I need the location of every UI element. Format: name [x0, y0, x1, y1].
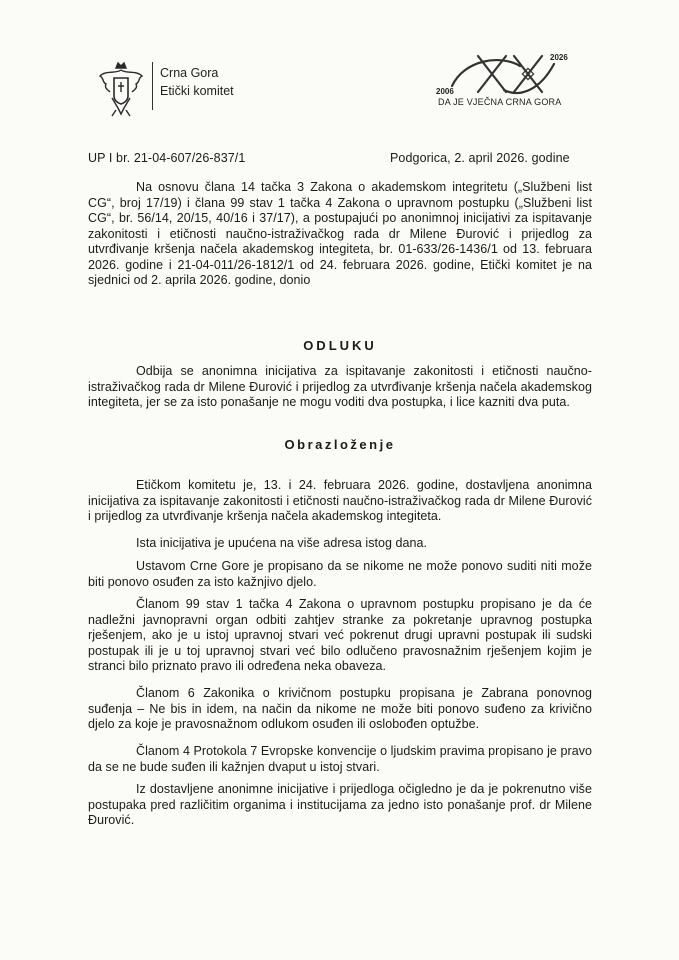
emblem-year-start: 2006 — [436, 87, 454, 96]
reasoning-paragraph: Iz dostavljene anonimne inicijative i prijedloga očigledno je da je pokrenutno više postupaka pred različitim organima i institucijama za jedno isto ponašanje prof. dr Milene Đurović. — [88, 782, 592, 827]
institution-name: Etički komitet — [160, 84, 234, 98]
decision-title: ODLUKU — [303, 338, 377, 353]
reference-number: UP I br. 21-04-607/26-837/1 — [88, 151, 246, 165]
emblem-motto: DA JE VJEČNA CRNA GORA — [438, 97, 562, 107]
coat-of-arms-icon — [96, 60, 146, 120]
country-name: Crna Gora — [160, 66, 219, 80]
intro-paragraph: Na osnovu člana 14 tačka 3 Zakona o akademskom integritetu („Službeni list CG“, broj 17/19) i člana 99 stav 1 tačka 4 Zakona o upravnom postupku („Službeni list CG“, br. 56/14, 20/15, 40/16 i 37/17), a postupajući po anonimnoj inicijativi za ispitavanje zakonitosti i etičnosti naučno-istraživačkog rada dr Milene Đurović i prijedlog za utvrđivanje kršenja načela akademskog integiteta, br. 01-633/26-1436/1 od 13. februara 2026. godine i 21-04-011/26-1812/1 od 24. februara 2026. godine, Etički komitet je na sjednici od 2. aprila 2026. godine, donio — [88, 180, 592, 287]
decision-paragraph: Odbija se anonimna inicijativa za ispitavanje zakonitosti i etičnosti naučno-istraživačkog rada dr Milene Đurović i prijedlog za utvrđivanje kršenja načela akademskog integiteta, jer se za isto ponašanje ne mogu voditi dva postupka, i lice kazniti dva puta. — [88, 364, 592, 409]
institution-block — [160, 64, 234, 100]
reasoning-paragraph: Članom 6 Zakonika o krivičnom postupku propisana je Zabrana ponovnog suđenja – Ne bis in idem, na način da nikome ne može biti ponovo suđeno za krivično djelo za koje je pravosnažnom odlukom osuđen ili oslobođen optužbe. — [88, 686, 592, 731]
reasoning-title: Obrazloženje — [284, 437, 396, 452]
place-and-date: Podgorica, 2. april 2026. godine — [390, 151, 570, 165]
header-divider — [152, 62, 153, 110]
reasoning-paragraph: Ista inicijativa je upućena na više adresa istog dana. — [136, 536, 428, 550]
reasoning-paragraph: Članom 4 Protokola 7 Evropske konvencije o ljudskim pravima propisano je pravo da se ne bude suđen ili kažnjen dvaput u istoj stvari. — [88, 744, 592, 774]
reasoning-paragraph: Ustavom Crne Gore je propisano da se nikome ne može ponovo suditi niti može biti ponovo osuđen za isto kažnjivo djelo. — [88, 559, 592, 589]
reasoning-paragraph: Članom 99 stav 1 tačka 4 Zakona o upravnom postupku propisano je da će nadležni javnopravni organ odbiti zahtjev stranke za pokretanje upravnog postupka rješenjem, ako je u istoj upravnoj stvari već pokrenut drugi upravni postupak ili sudski postupak ili je u toj upravnoj stvari već bilo odlučeno pravosnažnim rješenjem kojim je stranci bilo priznato pravo ili određena neka obaveza. — [88, 597, 592, 673]
reasoning-paragraph: Etičkom komitetu je, 13. i 24. februara 2026. godine, dostavljena anonimna inicijativa za ispitavanje zakonitosti i etičnosti naučno-istraživačkog rada dr Milene Đurović i prijedlog za utvrđivanje kršenja načela akademskog integiteta. — [88, 478, 592, 523]
emblem-year-end: 2026 — [550, 53, 568, 62]
